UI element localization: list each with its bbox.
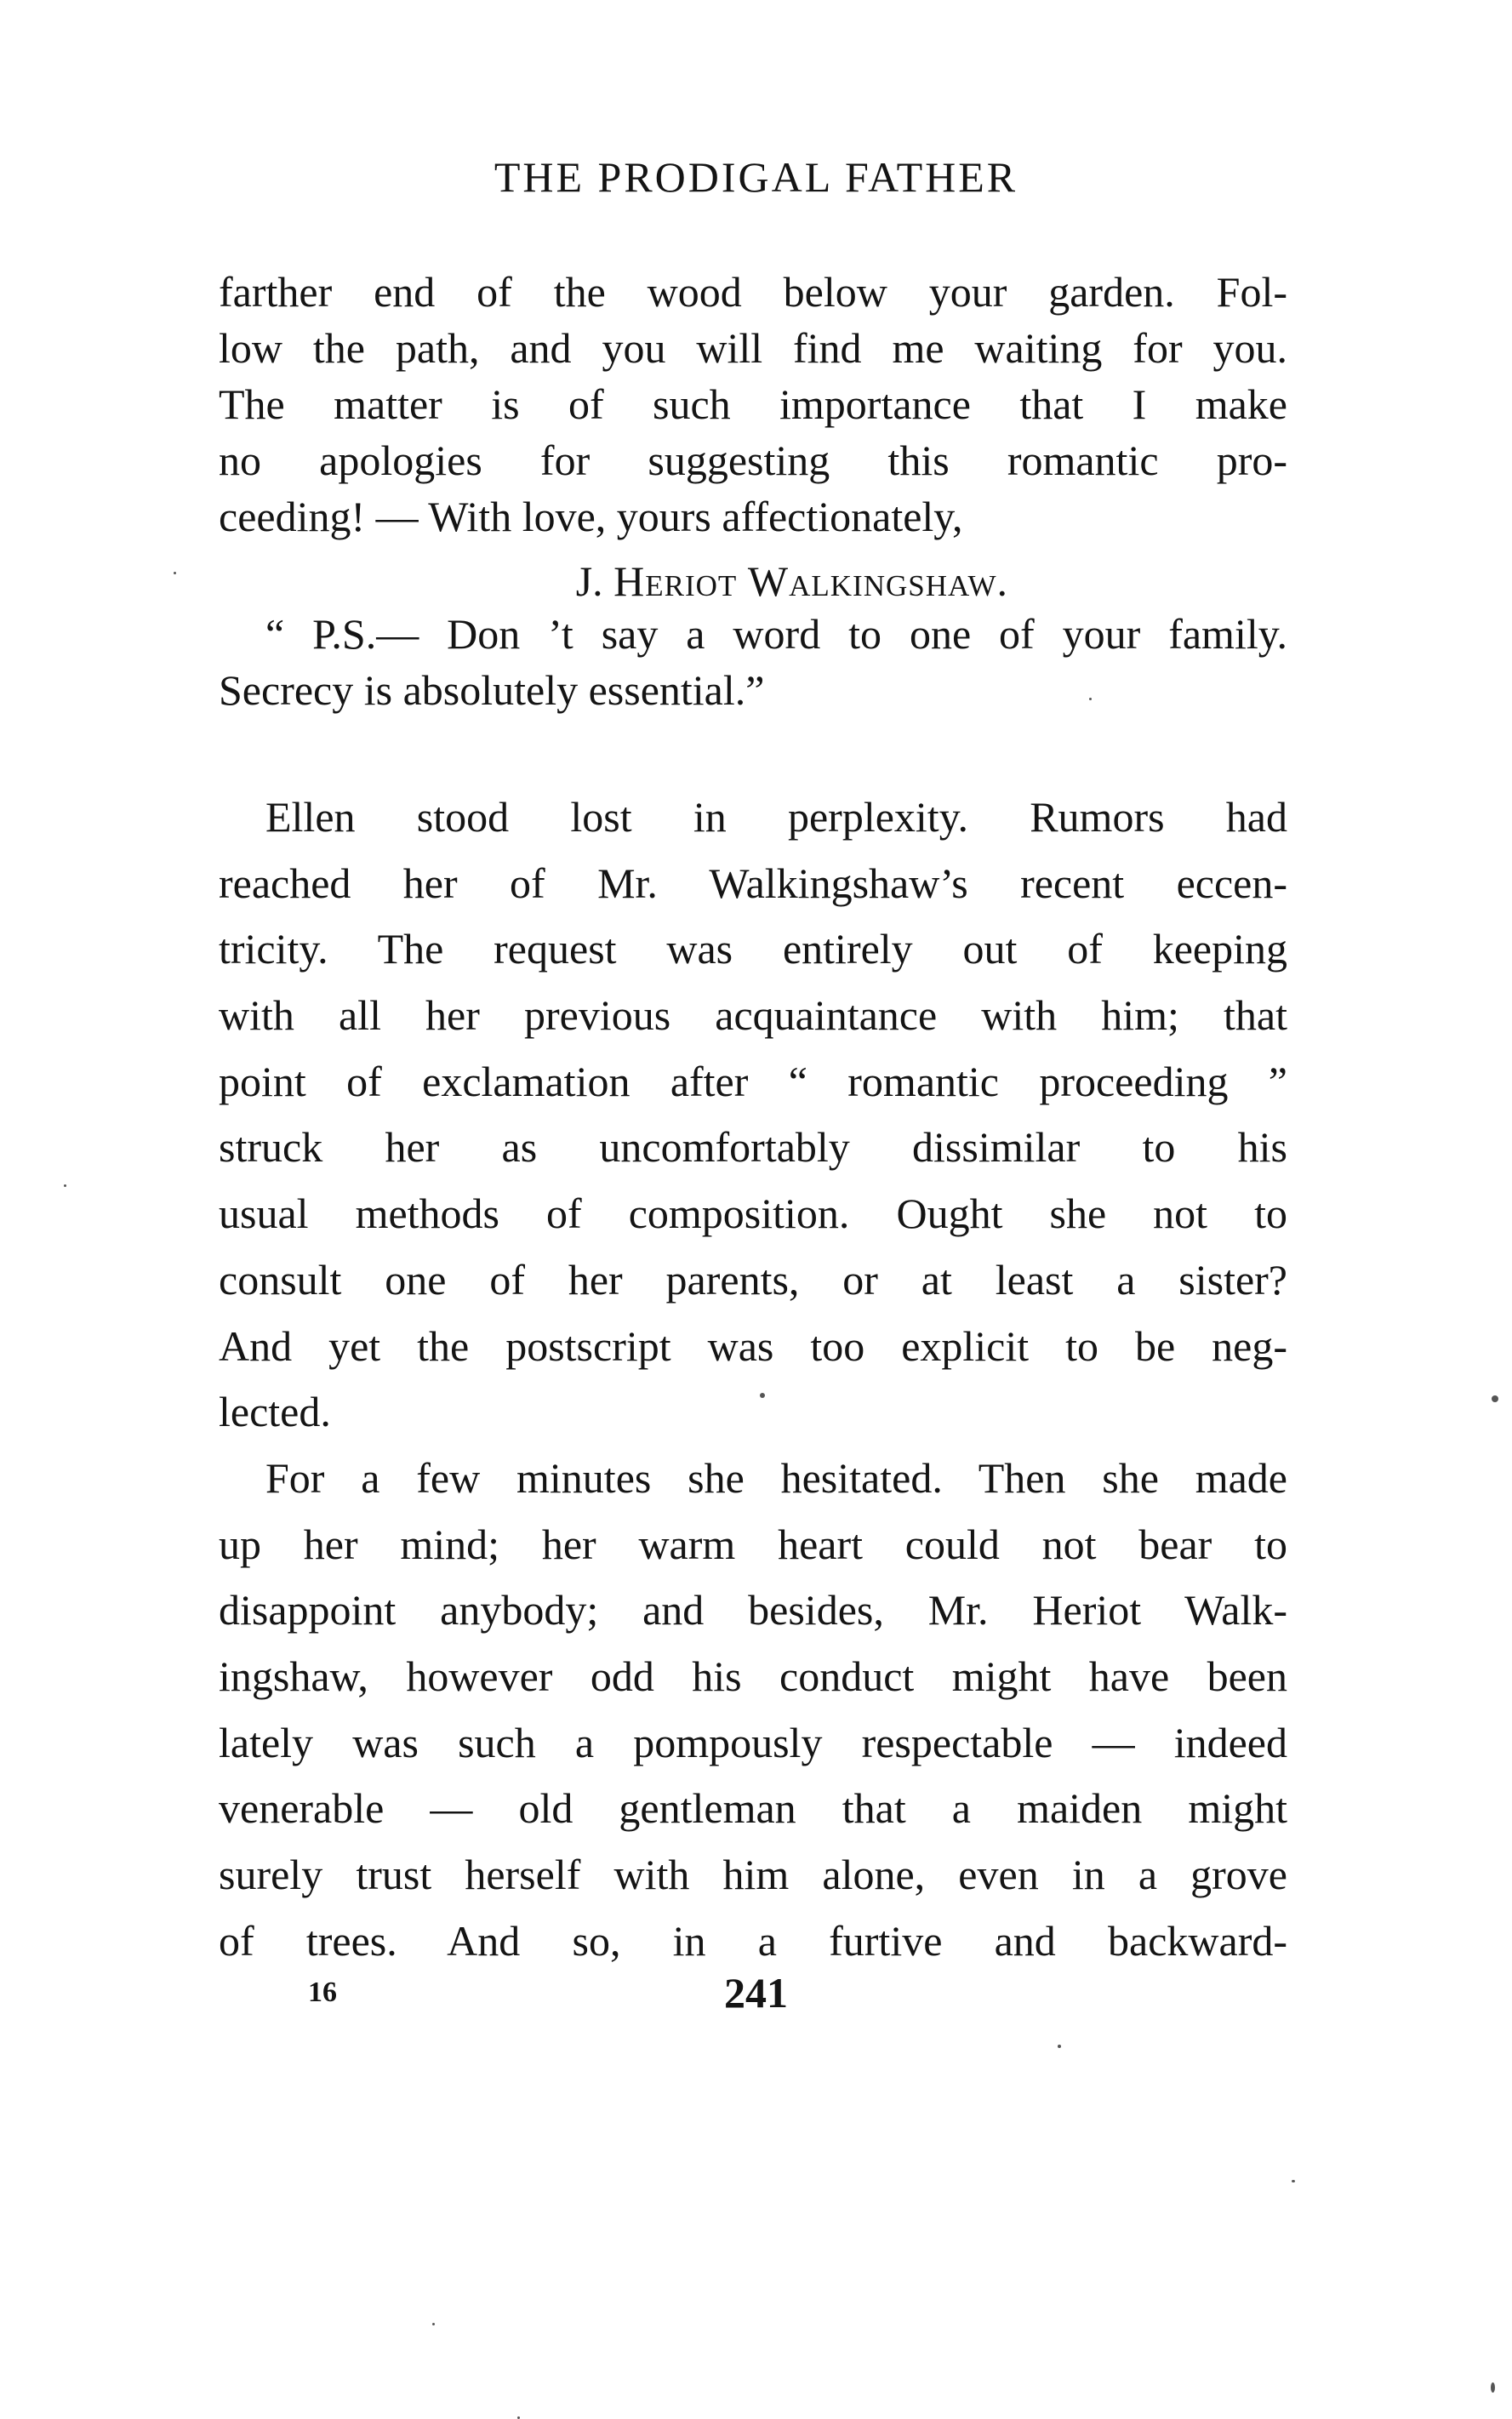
- paragraph-line: tricity. The request was entirely out of keeping: [219, 925, 1287, 973]
- paragraph-line: Ellen stood lost in perplexity. Rumors had: [265, 793, 1287, 841]
- paragraph-line: lately was such a pompously respectable — indeed: [219, 1718, 1287, 1766]
- paragraph-line: with all her previous acquaintance with him; that: [219, 991, 1287, 1040]
- scan-speck: [1491, 2382, 1495, 2393]
- scan-speck: [760, 1393, 765, 1398]
- letter-line: low the path, and you will find me waiting for you.: [219, 324, 1287, 372]
- page-number: 241: [724, 1969, 788, 2017]
- paragraph-line: consult one of her parents, or at least a sister?: [219, 1255, 1287, 1304]
- postscript-line: Secrecy is absolutely essential.”: [219, 666, 765, 714]
- paragraph-line: of trees. And so, in a furtive and backward-: [219, 1916, 1287, 1965]
- paragraph-line: struck her as uncomfortably dissimilar to his: [219, 1123, 1287, 1172]
- postscript-line: “ P.S.— Don ’t say a word to one of your family.: [265, 610, 1287, 658]
- scan-speck: [174, 572, 176, 574]
- paragraph-line: And yet the postscript was too explicit to be neg-: [219, 1321, 1287, 1370]
- running-head: THE PRODIGAL FATHER: [494, 153, 1018, 201]
- scan-speck: [1292, 2180, 1295, 2182]
- paragraph-line: surely trust herself with him alone, even in a grove: [219, 1851, 1287, 1898]
- paragraph-line: For a few minutes she hesitated. Then she made: [265, 1453, 1287, 1502]
- letter-line: no apologies for suggesting this romantic pro-: [219, 436, 1287, 484]
- paragraph-line: ingshaw, however odd his conduct might have been: [219, 1652, 1287, 1700]
- postscript: [219, 606, 1287, 718]
- letter-signature: [0, 553, 1008, 609]
- letter-line: farther end of the wood below your garden. Fol-: [219, 268, 1287, 316]
- signature-mark: 16: [308, 1977, 337, 2008]
- paragraph-line: lected.: [219, 1388, 331, 1436]
- scan-speck: [64, 1184, 66, 1187]
- signature-initial: J.: [575, 557, 614, 605]
- letter-line: The matter is of such importance that I make: [219, 380, 1287, 428]
- paragraph-line: usual methods of composition. Ought she not to: [219, 1190, 1287, 1238]
- paragraph-line: disappoint anybody; and besides, Mr. Heriot Walk-: [219, 1586, 1287, 1635]
- paragraph-line: reached her of Mr. Walkingshaw’s recent eccen-: [219, 859, 1287, 907]
- scan-speck: [1058, 2045, 1061, 2048]
- paragraph-line: up her mind; her warm heart could not bear to: [219, 1520, 1287, 1568]
- letter-line: ceeding! — With love, yours affectionately,: [219, 493, 963, 540]
- signature-name: Heriot Walkingshaw.: [613, 557, 1008, 605]
- body-text: [219, 784, 1287, 1974]
- scan-speck: [1089, 698, 1092, 700]
- letter-text: [219, 264, 1287, 545]
- scan-speck: [1492, 1395, 1498, 1402]
- scan-speck: [432, 2323, 435, 2325]
- paragraph-line: point of exclamation after “ romantic proceeding ”: [219, 1057, 1287, 1105]
- paragraph-line: venerable — old gentleman that a maiden might: [219, 1784, 1287, 1833]
